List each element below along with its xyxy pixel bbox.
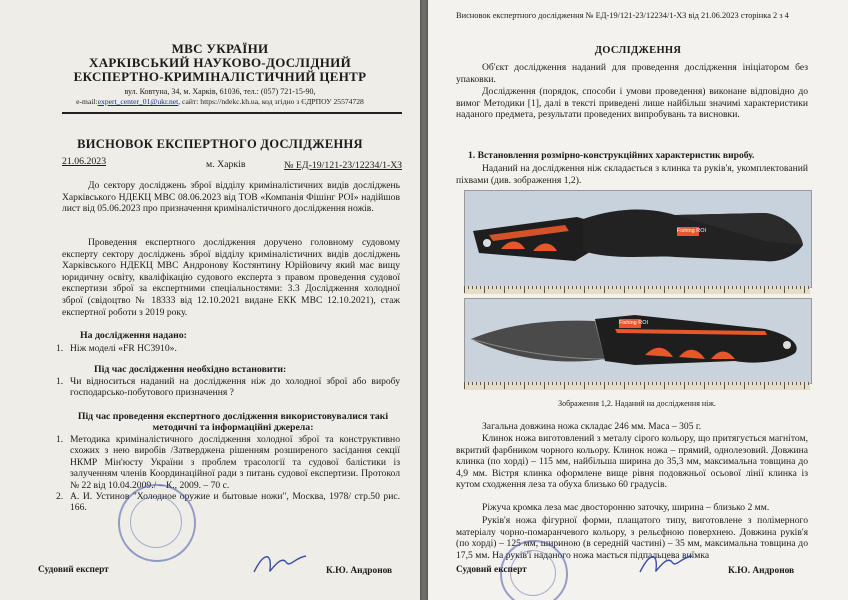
question-item-text: Чи відноситься наданий на дослідження ніж до холодної зброї або виробу господарсько-побутового призначення ?: [70, 376, 400, 399]
intro-paragraph: До сектору досліджень зброї відділу криміналістичних видів досліджень Харківського НДЕКЦ МВС 08.06.2023 від ТОВ «Компанія Фішінг РОІ» надійшов лист від 05.06.2023 про призначення криміналістичного дослідження ножів.: [62, 180, 400, 215]
submitted-heading: На дослідження надано:: [80, 330, 187, 341]
questions-heading: Під час дослідження необхідно встановити:: [94, 364, 287, 375]
length-paragraph: Загальна довжина ножа складає 246 мм. Маса – 305 г.: [482, 421, 702, 432]
object-paragraph: Об'єкт дослідження наданий для проведення дослідження ініціатором без упаковки.: [456, 62, 808, 85]
brand-label-1: Fishing ROI: [677, 228, 707, 234]
composition-paragraph: Наданий на дослідження ніж складається з клинка та руків'я, укомплектований піхвами (див. зображення 1,2).: [456, 163, 808, 186]
header-divider: [62, 112, 402, 114]
questions-list: [56, 376, 400, 399]
methods-heading: Під час проведення експертного дослідження використовувалися такі методичні та інформаційні джерела:: [77, 411, 389, 434]
source-item-text: Методика криміналістичного дослідження холодної зброї та конструктивно схожих з нею виробів /Затверджена рішенням розширеного засідання секції НКМР Мін'юсту України з проблем трасології та судової балістики із залученням членів Координаційної ради з питань судової експертизи. Протокол № 22 від 10.04.2009./ – К., 2009. – 70 с.: [70, 434, 400, 491]
document-title: ВИСНОВОК ЕКСПЕРТНОГО ДОСЛІДЖЕННЯ: [77, 137, 363, 151]
expert-name-2: К.Ю. Андронов: [728, 566, 795, 576]
source-item-number: 1.: [56, 434, 64, 445]
submitted-item-text: Ніж моделі «FR HC3910».: [70, 343, 177, 354]
method-paragraph: Дослідження (порядок, способи і умови проведення) виконане відповідно до вимог Методики [1], далі в тексті приведені лише найбільш значимі характеристики наданого предмета, результати проведених випробувань та висновки.: [456, 86, 808, 121]
signature-icon-2: [636, 548, 696, 578]
subsection-title: 1. Встановлення розмірно-конструкційних характеристик виробу.: [468, 150, 755, 161]
question-item-number: 1.: [56, 376, 64, 387]
date-line: [62, 156, 402, 172]
expert-label: Судовий експерт: [38, 565, 109, 575]
letterhead-contacts: [40, 97, 400, 107]
section-title: ДОСЛІДЖЕННЯ: [594, 45, 682, 56]
submitted-item: [56, 343, 400, 354]
document-date: 21.06.2023: [62, 156, 107, 167]
edge-paragraph: Ріжуча кромка леза має двосторонню заточку, ширина – близько 2 мм.: [482, 502, 770, 513]
document-page-2: [428, 0, 848, 600]
brand-label-2: Fishing ROI: [619, 320, 649, 326]
methods-list: [56, 434, 400, 514]
letterhead: [40, 42, 400, 107]
contacts-suffix: , сайт: https://ndekc.kh.ua, код згідно з ЄДРПОУ 25574728: [178, 97, 364, 106]
source-item-number: 2.: [56, 491, 64, 503]
email-link[interactable]: expert_center_01@ukr.net: [97, 97, 179, 106]
scale-ruler-1: [464, 286, 810, 294]
expert-label-2: Судовий експерт: [456, 565, 527, 575]
letterhead-line-3: ЕКСПЕРТНО-КРИМІНАЛІСТИЧНИЙ ЦЕНТР: [73, 69, 367, 84]
figure-caption: Зображення 1,2. Наданий на дослідження ніж.: [558, 399, 716, 408]
expert-name: К.Ю. Андронов: [326, 566, 393, 576]
knife-photo-icon: [464, 190, 812, 288]
handle-paragraph: Руків'я ножа фігурної форми, плащатого типу, виготовлене з полімерного матеріалу чорно-помаранчевого кольору, з рельєфною поверхнею. Довжина руків'я (по хорді) – 125 мм, шириною (в середній частині) – 35 мм, максимальна товщина до 17,5 мм. На руків'ї наданого ножа мається підпальцева виїмка: [456, 515, 808, 561]
blade-paragraph: Клинок ножа виготовлений з металу сірого кольору, що притягується магнітом, вкритий фарбником чорного кольору. Клинок ножа – прямий, однолезовий. Довжина клинка (по хорді) – 115 мм, найбільша ширина до 35,3 мм, максимальна товщина до 4,9 мм. Вістря клинка оформлене вище рівня подовжньої осьової лінії клинка із кутом сходження леза та обуха близько 60 градусів.: [456, 433, 808, 491]
knife-photo-2: [464, 298, 812, 384]
source-item-text: А. И. Устинов "Холодное оружие и бытовые ножи", Москва, 1978/ стр.50 рис. 166.: [70, 491, 400, 514]
source-item: [56, 491, 400, 514]
signature-icon: [250, 548, 310, 578]
submitted-item-number: 1.: [56, 343, 64, 354]
submitted-list: [56, 343, 400, 354]
question-item: [56, 376, 400, 399]
stamp-seal-icon: [118, 484, 196, 562]
letterhead-line-1: МВС УКРАЇНИ: [171, 41, 269, 56]
scale-ruler-2: [464, 382, 810, 390]
letterhead-line-2: ХАРКІВСЬКИЙ НАУКОВО-ДОСЛІДНИЙ: [89, 55, 351, 70]
document-page-1: [0, 0, 420, 600]
assignment-paragraph: Проведення експертного дослідження доручено головному судовому експерту сектору досліджень зброї відділу криміналістичних видів досліджень Харківського НДЕКЦ МВС Андронову Костянтину Юрійовичу який має вищу юридичну освіту, кваліфікацію судового експерта з правом проведення судової експертизи зброї за експертними спеціальностями: 3.3 Дослідження холодної зброї (свідоцтво № 18333 від 12.10.2021 видане ЕКК МВС 12.10.2021), стаж експертної роботи з 2019 року.: [62, 237, 400, 318]
document-city: м. Харків: [206, 159, 246, 170]
letterhead-address: вул. Ковтуна, 34, м. Харків, 61036, тел.: (057) 721-15-90,: [124, 87, 316, 96]
email-prefix: e-mail:: [76, 97, 98, 106]
document-number: № ЕД-19/121-23/12234/1-ХЗ: [284, 160, 402, 171]
source-item: [56, 434, 400, 491]
running-header: Висновок експертного дослідження № ЕД-19/121-23/12234/1-ХЗ від 21.06.2023 сторінка 2 з 4: [456, 11, 789, 20]
